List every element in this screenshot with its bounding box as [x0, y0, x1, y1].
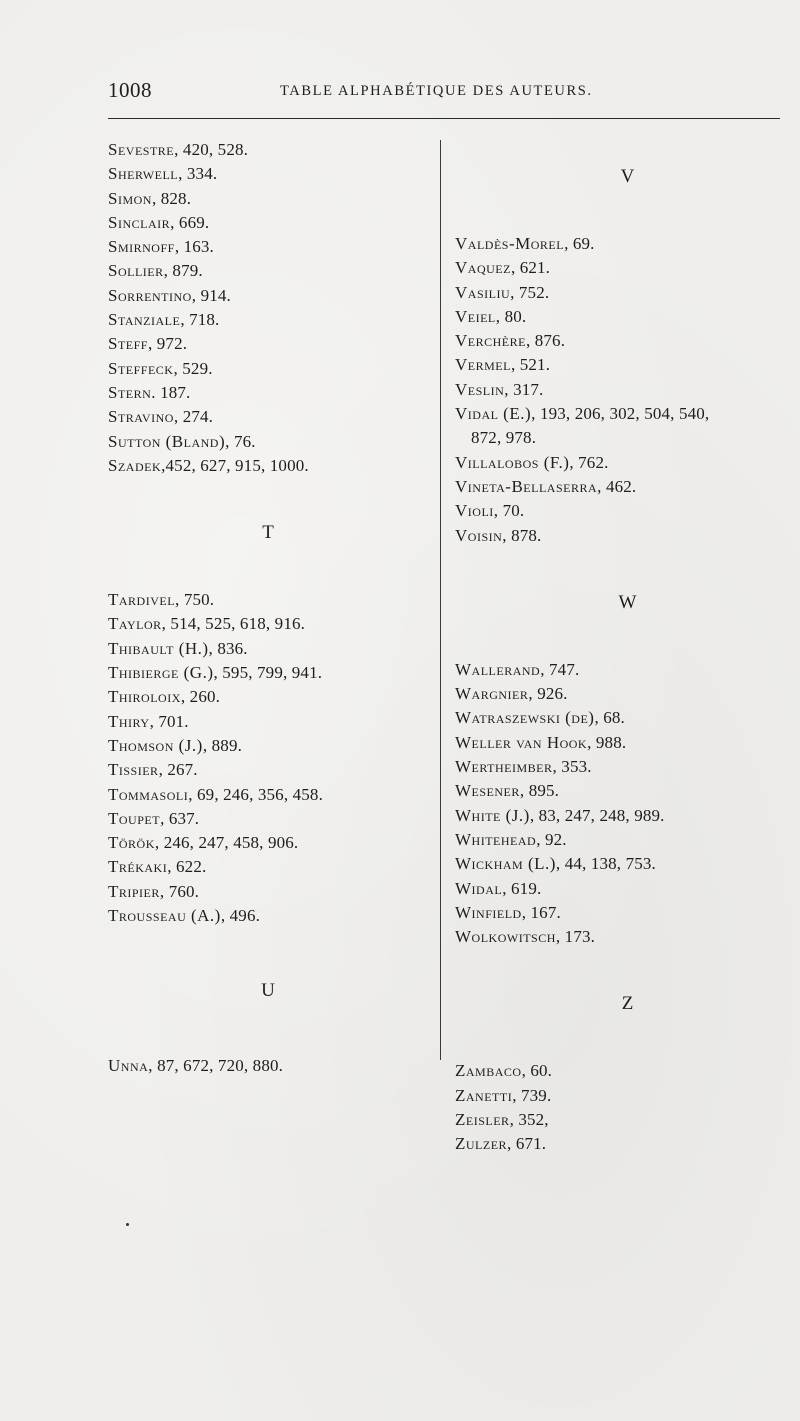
- index-entry: [108, 430, 428, 454]
- author-name: Tripier: [108, 881, 160, 901]
- author-name: Thomson (J.): [108, 735, 203, 755]
- page-refs: , 637.: [160, 808, 200, 828]
- page-refs: , 621.: [510, 258, 551, 278]
- page-refs: , 83, 247, 248, 989.: [529, 805, 665, 825]
- index-entry: [455, 804, 800, 828]
- section-s: [108, 138, 428, 478]
- page-refs: , 762.: [569, 452, 609, 472]
- index-entry: [455, 305, 800, 329]
- author-name: Sherwell: [108, 164, 179, 184]
- index-entry: [455, 232, 800, 256]
- author-name: Widal: [455, 878, 503, 898]
- index-entry: [455, 852, 800, 876]
- index-entry: [455, 353, 800, 377]
- page-refs: , 595, 799, 941.: [213, 663, 323, 683]
- page-number: 1008: [108, 78, 152, 102]
- right-column: [455, 138, 800, 1157]
- section-w: [455, 658, 800, 950]
- page-refs: , 669.: [170, 212, 210, 232]
- page-refs: , 334.: [178, 164, 218, 184]
- index-entry: [455, 828, 800, 852]
- author-name: Zambaco: [455, 1061, 522, 1081]
- author-name: Thibault (H.): [108, 638, 209, 658]
- author-name: Sevestre: [108, 140, 175, 159]
- index-entry: [108, 685, 428, 709]
- page-refs: , 80.: [495, 306, 527, 326]
- page-refs: , 76.: [225, 431, 256, 451]
- page-refs: , 972.: [147, 334, 188, 354]
- author-name: Valdès-Morel: [455, 234, 565, 253]
- author-name: Török: [108, 833, 155, 853]
- index-entry: [455, 256, 800, 280]
- page-refs: , 760.: [159, 881, 200, 901]
- author-name: Tommasoli: [108, 784, 189, 804]
- header-rule: [108, 118, 780, 119]
- section-letter-z: Z: [621, 993, 634, 1015]
- author-name: Wallerand: [455, 659, 541, 679]
- page-refs: , 353.: [552, 757, 592, 777]
- author-name: Zeisler: [455, 1110, 510, 1130]
- index-entry: [455, 779, 800, 803]
- page-refs: , 889.: [202, 735, 242, 755]
- index-entry: [108, 904, 428, 928]
- index-entry: [455, 499, 800, 523]
- index-entry: [108, 807, 428, 831]
- left-column: [108, 138, 428, 1079]
- index-entry: [108, 734, 428, 758]
- author-name: Verchère: [455, 331, 526, 351]
- index-entry: [455, 1059, 800, 1083]
- page-refs: , 878.: [502, 525, 542, 545]
- section-v: [455, 232, 800, 548]
- index-entry: [455, 901, 800, 925]
- page-refs: , 879.: [163, 261, 203, 281]
- page-refs: , 876.: [525, 331, 566, 351]
- author-name: Vaquez: [455, 258, 511, 278]
- index-entry: [455, 451, 800, 475]
- index-entry: [108, 211, 428, 235]
- author-name: Toupet: [108, 808, 161, 828]
- index-entry: [455, 475, 800, 499]
- section-z: [455, 1059, 800, 1156]
- page-refs: , 895.: [519, 781, 560, 801]
- author-name: Unna: [108, 1056, 149, 1076]
- author-name: Wickham (L.): [455, 854, 556, 874]
- section-u: [108, 1054, 428, 1078]
- index-entry: [108, 637, 428, 661]
- author-name: Whitehead: [455, 829, 537, 849]
- author-name: Wolkowitsch: [455, 927, 556, 947]
- page-refs: , 163.: [174, 237, 214, 257]
- author-name: Violi: [455, 501, 494, 521]
- author-name: Stern: [108, 382, 152, 402]
- index-entry: [108, 405, 428, 429]
- author-name: Sutton (Bland): [108, 431, 226, 451]
- index-entry: [108, 1054, 428, 1078]
- page-refs: , 701.: [149, 711, 189, 731]
- page-refs: , 69.: [564, 234, 595, 253]
- author-name: Simon: [108, 188, 152, 208]
- index-entry: [455, 877, 800, 901]
- author-name: Smirnoff: [108, 237, 175, 257]
- page-refs: , 167.: [521, 902, 561, 922]
- author-name: Szadek: [108, 455, 162, 475]
- page-refs: , 44, 138, 753.: [555, 854, 656, 874]
- page-refs: , 69, 246, 356, 458.: [188, 784, 323, 804]
- index-entry: [108, 710, 428, 734]
- section-letter-u: U: [261, 980, 275, 1002]
- section-t: [108, 588, 428, 928]
- index-entry: [108, 162, 428, 186]
- index-entry: [455, 1132, 800, 1156]
- page-refs: , 739.: [512, 1085, 552, 1105]
- index-entry: [455, 281, 800, 305]
- index-entry: [108, 187, 428, 211]
- index-entry: [108, 138, 428, 162]
- page-refs: , 521.: [510, 355, 551, 375]
- page-refs: , 926.: [528, 684, 568, 704]
- index-entry: [455, 329, 800, 353]
- index-entry: [455, 524, 800, 548]
- page-refs: , 718.: [180, 310, 220, 330]
- page-refs: , 514, 525, 618, 916.: [161, 614, 306, 634]
- author-name: Vidal (E.): [455, 404, 532, 424]
- index-entry: [455, 731, 800, 755]
- author-name: Wargnier: [455, 684, 529, 704]
- author-name: Watraszewski (de): [455, 708, 595, 728]
- author-name: Steffeck: [108, 358, 174, 378]
- page-refs: , 988.: [587, 732, 627, 752]
- page-refs: , 529.: [173, 358, 213, 378]
- index-entry: [108, 880, 428, 904]
- index-entry: [455, 402, 800, 451]
- author-name: Vasiliu: [455, 282, 511, 302]
- author-name: Wertheimber: [455, 757, 553, 777]
- author-name: Trousseau (A.): [108, 906, 221, 926]
- page-refs: . 187.: [151, 382, 191, 402]
- author-name: Winfield: [455, 902, 522, 922]
- section-letter-t: T: [262, 522, 274, 544]
- section-letter-v: V: [620, 166, 635, 187]
- index-entry: [108, 612, 428, 636]
- index-entry: [108, 332, 428, 356]
- index-entry: [108, 758, 428, 782]
- page-refs: , 619.: [502, 878, 542, 898]
- index-entry: [455, 378, 800, 402]
- author-name: Villalobos (F.): [455, 452, 570, 472]
- page-refs: , 87, 672, 720, 880.: [148, 1056, 284, 1076]
- page-refs-continued: 872, 978.: [471, 428, 537, 448]
- page-refs: ,452, 627, 915, 1000.: [161, 455, 309, 475]
- author-name: White (J.): [455, 805, 530, 825]
- index-entry: [455, 755, 800, 779]
- author-name: Sorrentino: [108, 285, 192, 305]
- author-name: Voisin: [455, 525, 503, 545]
- page-refs: , 68.: [594, 708, 625, 728]
- author-name: Zanetti: [455, 1085, 513, 1105]
- page-refs: , 750.: [175, 590, 215, 610]
- index-entry: [108, 831, 428, 855]
- page-refs: , 914.: [191, 285, 231, 305]
- author-name: Veslin: [455, 379, 505, 399]
- author-name: Sollier: [108, 261, 164, 281]
- page-refs: , 622.: [167, 857, 207, 877]
- column-divider: [440, 140, 441, 1060]
- index-entry: [108, 308, 428, 332]
- author-name: Weller van Hook: [455, 732, 588, 752]
- author-name: Trékaki: [108, 857, 168, 877]
- author-name: Steff: [108, 334, 148, 354]
- author-name: Veiel: [455, 306, 496, 326]
- index-entry: [108, 357, 428, 381]
- page-title: TABLE ALPHABÉTIQUE DES AUTEURS.: [280, 83, 593, 99]
- index-entry: [455, 706, 800, 730]
- page-refs: , 828.: [151, 188, 192, 208]
- author-name: Tissier: [108, 760, 159, 780]
- index-entry: [108, 284, 428, 308]
- author-name: Thiroloix: [108, 687, 181, 707]
- page-refs: , 246, 247, 458, 906.: [154, 833, 299, 853]
- section-letter-w: W: [618, 591, 637, 613]
- page-refs: , 836.: [208, 638, 248, 658]
- page-refs: , 260.: [180, 687, 221, 707]
- index-entry: [455, 658, 800, 682]
- page-refs: , 352,: [509, 1110, 549, 1130]
- author-name: Sinclair: [108, 212, 171, 232]
- author-name: Taylor: [108, 614, 162, 634]
- page-refs: , 70.: [493, 501, 525, 521]
- index-entry: [455, 925, 800, 949]
- index-entry: [108, 259, 428, 283]
- page-refs: , 671.: [507, 1134, 547, 1154]
- index-entry: [108, 454, 428, 478]
- page-refs: , 173.: [555, 927, 596, 947]
- page-refs: , 317.: [504, 379, 544, 399]
- author-name: Wesener: [455, 781, 520, 801]
- index-entry: [108, 661, 428, 685]
- page-refs: , 92.: [536, 829, 567, 849]
- page-refs: , 752.: [510, 282, 550, 302]
- index-entry: [108, 381, 428, 405]
- page-refs: , 462.: [597, 476, 637, 496]
- page-refs: , 747.: [540, 659, 580, 679]
- index-entry: [108, 235, 428, 259]
- index-entry: [108, 588, 428, 612]
- page-refs: , 496.: [220, 906, 260, 926]
- page-refs: , 267.: [158, 760, 198, 780]
- page-refs: , 420, 528.: [174, 140, 249, 159]
- page-refs: , 274.: [173, 407, 214, 427]
- author-name: Vermel: [455, 355, 511, 375]
- author-name: Vineta-Bellaserra: [455, 476, 598, 496]
- index-entry: [108, 855, 428, 879]
- page-refs: , 193, 206, 302, 504, 540,: [531, 404, 710, 424]
- index-entry: [455, 682, 800, 706]
- index-entry: [455, 1084, 800, 1108]
- author-name: Stanziale: [108, 310, 181, 330]
- author-name: Tardivel: [108, 590, 176, 610]
- index-entry: [455, 1108, 800, 1132]
- author-name: Thiry: [108, 711, 150, 731]
- author-name: Thibierge (G.): [108, 663, 214, 683]
- stray-mark: [126, 1223, 129, 1226]
- author-name: Stravino: [108, 407, 174, 427]
- running-head: [108, 78, 778, 108]
- page-refs: , 60.: [521, 1061, 553, 1081]
- author-name: Zulzer: [455, 1134, 508, 1154]
- index-entry: [108, 783, 428, 807]
